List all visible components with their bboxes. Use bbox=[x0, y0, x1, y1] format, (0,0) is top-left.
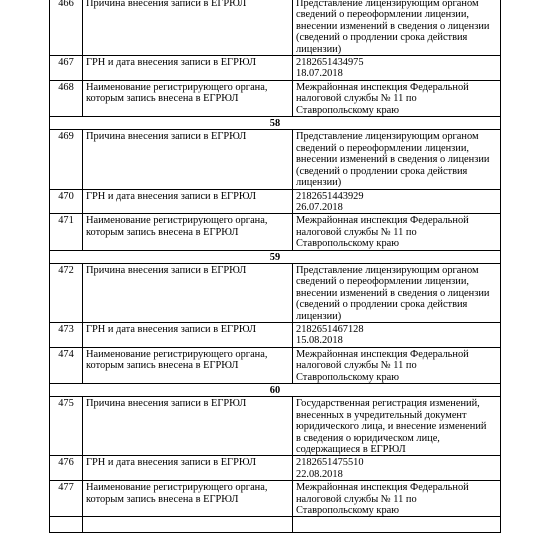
field-value-cell bbox=[293, 456, 501, 481]
row-number: 466 bbox=[50, 0, 83, 56]
row-number: 471 bbox=[50, 214, 83, 250]
empty-cell bbox=[50, 517, 83, 533]
field-value-line: Представление лицензирующим органом bbox=[296, 131, 479, 143]
field-name-line: Причина внесения записи в ЕГРЮЛ bbox=[86, 398, 247, 410]
field-value-line: Межрайонная инспекция Федеральной bbox=[296, 348, 469, 360]
field-name-cell bbox=[83, 263, 293, 322]
table-row bbox=[50, 56, 501, 81]
field-name-line: которым запись внесена в ЕГРЮЛ bbox=[86, 93, 239, 105]
field-name-cell bbox=[83, 322, 293, 347]
field-name-cell bbox=[83, 0, 293, 56]
field-value-line: внесенных в учредительный документ bbox=[296, 409, 467, 421]
field-value-line: (сведений о продлении срока действия bbox=[296, 299, 468, 311]
field-name-line: ГРН и дата внесения записи в ЕГРЮЛ bbox=[86, 457, 257, 469]
table-body bbox=[50, 0, 501, 533]
field-value-line: внесении изменений в сведения о лицензии bbox=[296, 154, 490, 166]
field-value-cell bbox=[293, 214, 501, 250]
field-value-line: 26.07.2018 bbox=[296, 201, 343, 213]
table-row bbox=[50, 322, 501, 347]
field-value-line: лицензии) bbox=[296, 43, 342, 55]
section-number: 59 bbox=[50, 250, 501, 263]
field-name-cell bbox=[83, 214, 293, 250]
section-header-row bbox=[50, 117, 501, 130]
field-value-line: в сведения о юридическом лице, bbox=[296, 432, 440, 444]
field-value-line: сведений о переоформлении лицензии, bbox=[296, 276, 469, 288]
field-value-cell bbox=[293, 322, 501, 347]
field-name-line: Наименование регистрирующего органа, bbox=[86, 482, 268, 494]
field-value-line: 15.08.2018 bbox=[296, 335, 343, 347]
table-row bbox=[50, 263, 501, 322]
field-value-line: налоговой службы № 11 по bbox=[296, 360, 417, 372]
section-header-row bbox=[50, 250, 501, 263]
field-name-line: которым запись внесена в ЕГРЮЛ bbox=[86, 493, 239, 505]
field-value-line: налоговой службы № 11 по bbox=[296, 226, 417, 238]
row-number: 469 bbox=[50, 130, 83, 189]
field-value-line: лицензии) bbox=[296, 177, 342, 189]
field-value-line: Межрайонная инспекция Федеральной bbox=[296, 482, 469, 494]
field-value-cell bbox=[293, 397, 501, 456]
field-name-line: Наименование регистрирующего органа, bbox=[86, 81, 268, 93]
field-value-cell bbox=[293, 0, 501, 56]
field-name-line: которым запись внесена в ЕГРЮЛ bbox=[86, 226, 239, 238]
table-row bbox=[50, 397, 501, 456]
table-row bbox=[50, 347, 501, 383]
field-value-line: сведений о переоформлении лицензии, bbox=[296, 142, 469, 154]
field-name-cell bbox=[83, 456, 293, 481]
field-value-line: Ставропольскому краю bbox=[296, 238, 400, 250]
field-value-line: Государственная регистрация изменений, bbox=[296, 398, 480, 410]
field-value-line: Межрайонная инспекция Федеральной bbox=[296, 81, 469, 93]
table-row bbox=[50, 0, 501, 56]
egrul-records-table bbox=[49, 0, 501, 533]
field-value-line: сведений о переоформлении лицензии, bbox=[296, 9, 469, 21]
field-value-line: (сведений о продлении срока действия bbox=[296, 32, 468, 44]
field-value-line: налоговой службы № 11 по bbox=[296, 93, 417, 105]
field-value-line: налоговой службы № 11 по bbox=[296, 493, 417, 505]
empty-cell bbox=[83, 517, 293, 533]
empty-cell bbox=[293, 517, 501, 533]
field-value-line: 18.07.2018 bbox=[296, 68, 343, 80]
section-number: 58 bbox=[50, 117, 501, 130]
field-value-line: 2182651443929 bbox=[296, 190, 364, 202]
field-value-cell bbox=[293, 130, 501, 189]
field-value-line: содержащиеся в ЕГРЮЛ bbox=[296, 444, 406, 456]
field-name-line: Причина внесения записи в ЕГРЮЛ bbox=[86, 264, 247, 276]
field-name-cell bbox=[83, 397, 293, 456]
field-value-line: 2182651475510 bbox=[296, 457, 364, 469]
field-value-line: внесении изменений в сведения о лицензии bbox=[296, 287, 490, 299]
table-row bbox=[50, 481, 501, 517]
field-name-line: Наименование регистрирующего органа, bbox=[86, 215, 268, 227]
field-name-line: ГРН и дата внесения записи в ЕГРЮЛ bbox=[86, 190, 257, 202]
field-value-line: Ставропольскому краю bbox=[296, 104, 400, 116]
field-value-line: (сведений о продлении срока действия bbox=[296, 165, 468, 177]
field-name-line: Наименование регистрирующего органа, bbox=[86, 348, 268, 360]
field-value-cell bbox=[293, 347, 501, 383]
field-name-cell bbox=[83, 56, 293, 81]
table-row bbox=[50, 130, 501, 189]
section-number: 60 bbox=[50, 384, 501, 397]
table-row bbox=[50, 189, 501, 214]
continuation-row bbox=[50, 517, 501, 533]
field-name-cell bbox=[83, 130, 293, 189]
row-number: 472 bbox=[50, 263, 83, 322]
table-row bbox=[50, 456, 501, 481]
table-row bbox=[50, 214, 501, 250]
field-name-line: которым запись внесена в ЕГРЮЛ bbox=[86, 360, 239, 372]
row-number: 473 bbox=[50, 322, 83, 347]
field-value-line: юридического лица, и внесение изменений bbox=[296, 421, 487, 433]
field-name-cell bbox=[83, 481, 293, 517]
field-value-cell bbox=[293, 80, 501, 116]
field-value-line: лицензии) bbox=[296, 310, 342, 322]
field-value-cell bbox=[293, 481, 501, 517]
field-value-cell bbox=[293, 263, 501, 322]
field-value-cell bbox=[293, 189, 501, 214]
field-value-line: Ставропольскому краю bbox=[296, 505, 400, 517]
row-number: 468 bbox=[50, 80, 83, 116]
field-value-line: 22.08.2018 bbox=[296, 468, 343, 480]
field-value-line: Представление лицензирующим органом bbox=[296, 0, 479, 9]
field-value-cell bbox=[293, 56, 501, 81]
row-number: 475 bbox=[50, 397, 83, 456]
field-name-cell bbox=[83, 80, 293, 116]
field-value-line: Межрайонная инспекция Федеральной bbox=[296, 215, 469, 227]
field-name-cell bbox=[83, 347, 293, 383]
field-name-line: ГРН и дата внесения записи в ЕГРЮЛ bbox=[86, 323, 257, 335]
row-number: 467 bbox=[50, 56, 83, 81]
field-value-line: Ставропольскому краю bbox=[296, 371, 400, 383]
row-number: 477 bbox=[50, 481, 83, 517]
row-number: 474 bbox=[50, 347, 83, 383]
field-name-cell bbox=[83, 189, 293, 214]
row-number: 470 bbox=[50, 189, 83, 214]
field-value-line: Представление лицензирующим органом bbox=[296, 264, 479, 276]
section-header-row bbox=[50, 384, 501, 397]
field-value-line: 2182651467128 bbox=[296, 323, 364, 335]
row-number: 476 bbox=[50, 456, 83, 481]
field-value-line: внесении изменений в сведения о лицензии bbox=[296, 20, 490, 32]
table-row bbox=[50, 80, 501, 116]
field-name-line: Причина внесения записи в ЕГРЮЛ bbox=[86, 0, 247, 9]
field-name-line: ГРН и дата внесения записи в ЕГРЮЛ bbox=[86, 57, 257, 69]
field-value-line: 2182651434975 bbox=[296, 57, 364, 69]
field-name-line: Причина внесения записи в ЕГРЮЛ bbox=[86, 131, 247, 143]
